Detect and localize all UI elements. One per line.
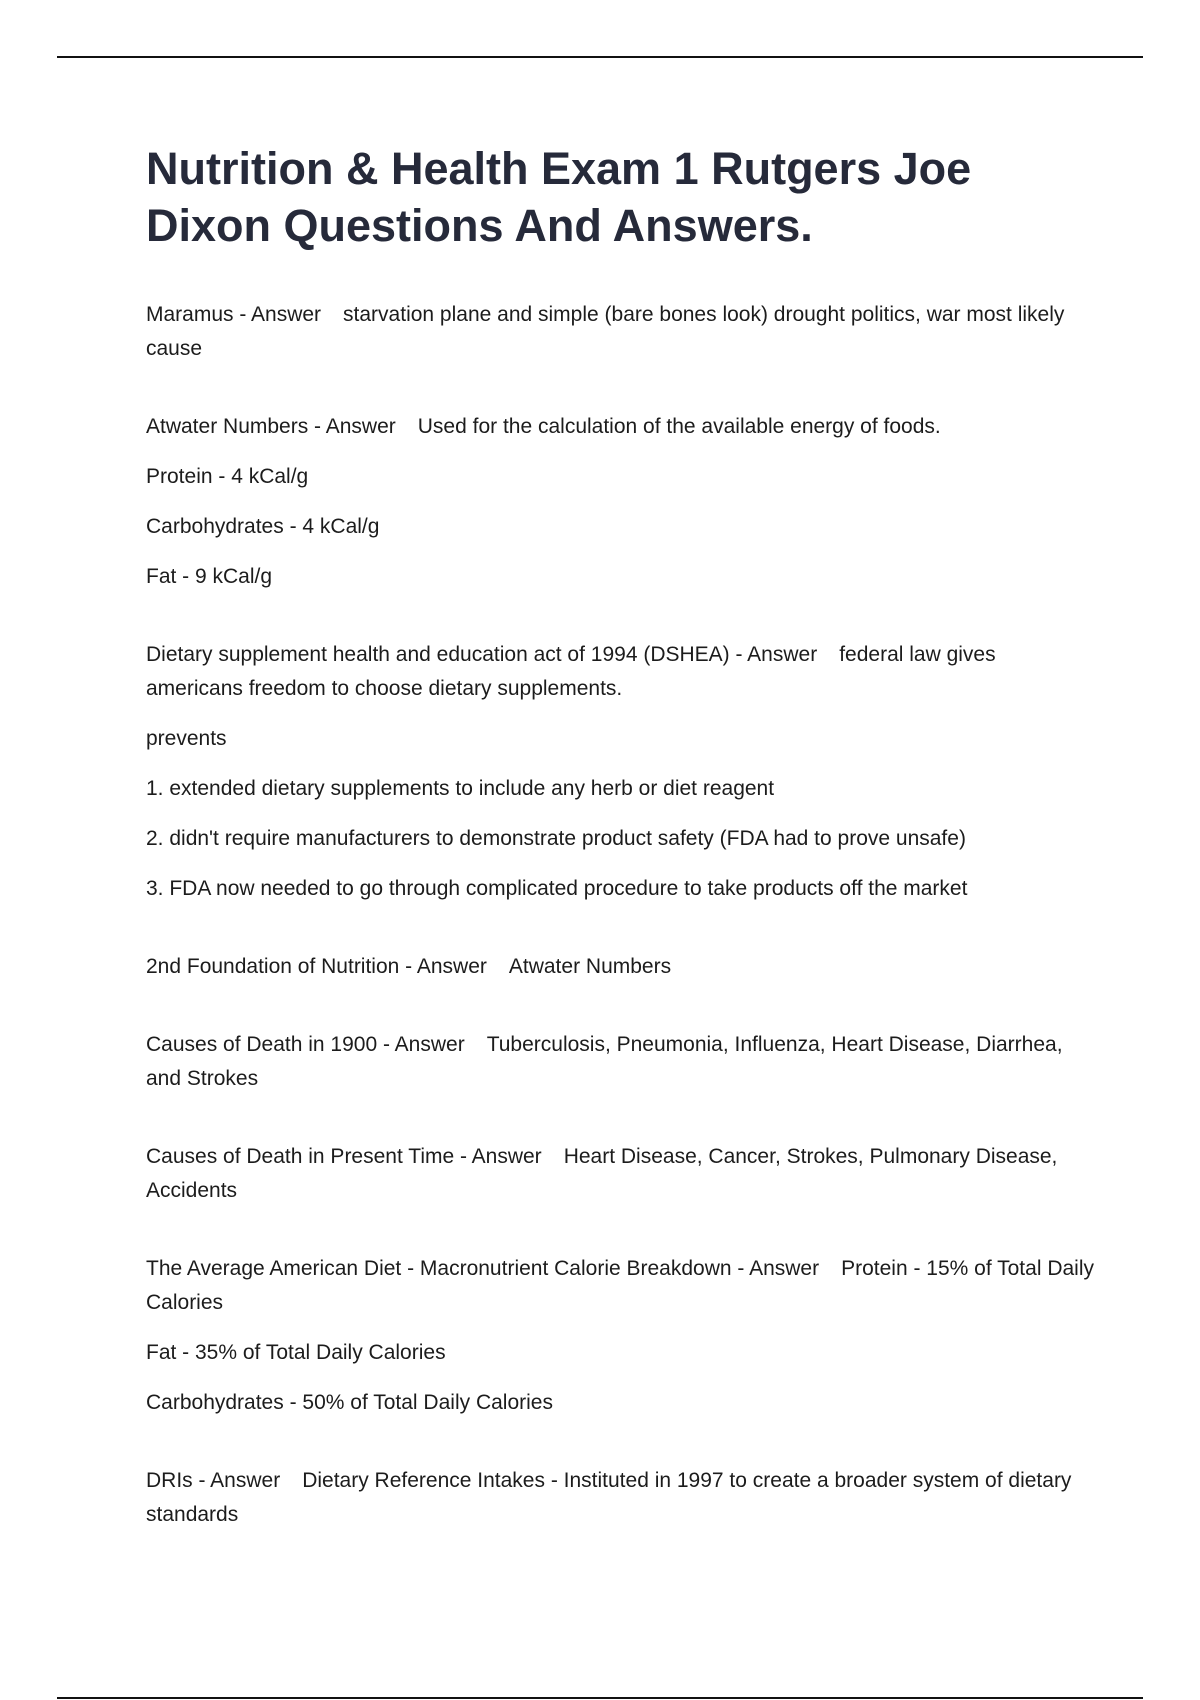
qa-entry-dshea (146, 638, 1096, 906)
qa-question-line (146, 1252, 1096, 1320)
qa-question-line (146, 950, 1096, 984)
qa-answer-line: Protein - 4 kCal/g (146, 465, 309, 488)
qa-term: Causes of Death in 1900 - Answer (146, 1033, 465, 1056)
qa-question-line (146, 410, 1096, 444)
qa-answer: Dietary Reference Intakes - Instituted in 1997 to create a broader system of dietary standards (146, 1469, 1072, 1526)
qa-term: 2nd Foundation of Nutrition - Answer (146, 955, 487, 978)
qa-entry-maramus (146, 298, 1096, 366)
qa-question-line (146, 1464, 1096, 1532)
qa-answer-line: 1. extended dietary supplements to include any herb or diet reagent (146, 777, 775, 800)
qa-entry-dris (146, 1464, 1096, 1532)
qa-term: Atwater Numbers - Answer (146, 415, 396, 438)
qa-answer: federal law gives americans freedom to choose dietary supplements. (146, 643, 996, 700)
qa-answer-line: Carbohydrates - 4 kCal/g (146, 515, 380, 538)
qa-term: The Average American Diet - Macronutrient Calorie Breakdown - Answer (146, 1257, 820, 1280)
qa-entry-atwater-numbers (146, 410, 1096, 594)
qa-term: Causes of Death in Present Time - Answer (146, 1145, 542, 1168)
document-title: Nutrition & Health Exam 1 Rutgers Joe Dixon Questions And Answers. (146, 143, 972, 251)
document-page (146, 140, 1096, 1532)
top-divider (57, 56, 1143, 58)
qa-answer-line: Carbohydrates - 50% of Total Daily Calories (146, 1391, 553, 1414)
qa-answer: Tuberculosis, Pneumonia, Influenza, Heart Disease, Diarrhea, and Strokes (146, 1033, 1063, 1090)
qa-question-line (146, 298, 1096, 366)
qa-answer-line: prevents (146, 727, 227, 750)
qa-term: DRIs - Answer (146, 1469, 281, 1492)
qa-answer-line: 3. FDA now needed to go through complicated procedure to take products off the market (146, 877, 968, 900)
qa-entry-average-american-diet (146, 1252, 1096, 1420)
qa-entry-2nd-foundation (146, 950, 1096, 984)
qa-entry-causes-death-present (146, 1140, 1096, 1208)
qa-entry-causes-death-1900 (146, 1028, 1096, 1096)
qa-term: Dietary supplement health and education act of 1994 (DSHEA) - Answer (146, 643, 818, 666)
qa-answer: starvation plane and simple (bare bones look) drought politics, war most likely cause (146, 303, 1065, 360)
qa-answer-line: 2. didn't require manufacturers to demonstrate product safety (FDA had to prove unsafe) (146, 827, 966, 850)
qa-term: Maramus - Answer (146, 303, 322, 326)
qa-answer: Heart Disease, Cancer, Strokes, Pulmonary Disease, Accidents (146, 1145, 1058, 1202)
qa-question-line (146, 638, 1096, 706)
qa-answer-line: Fat - 35% of Total Daily Calories (146, 1341, 446, 1364)
qa-question-line (146, 1028, 1096, 1096)
qa-question-line (146, 1140, 1096, 1208)
qa-answer: Atwater Numbers (508, 955, 672, 978)
qa-answer: Protein - 15% of Total Daily Calories (146, 1257, 1094, 1314)
qa-answer: Used for the calculation of the available energy of foods. (417, 415, 941, 438)
bottom-divider (57, 1697, 1143, 1699)
qa-answer-line: Fat - 9 kCal/g (146, 565, 273, 588)
